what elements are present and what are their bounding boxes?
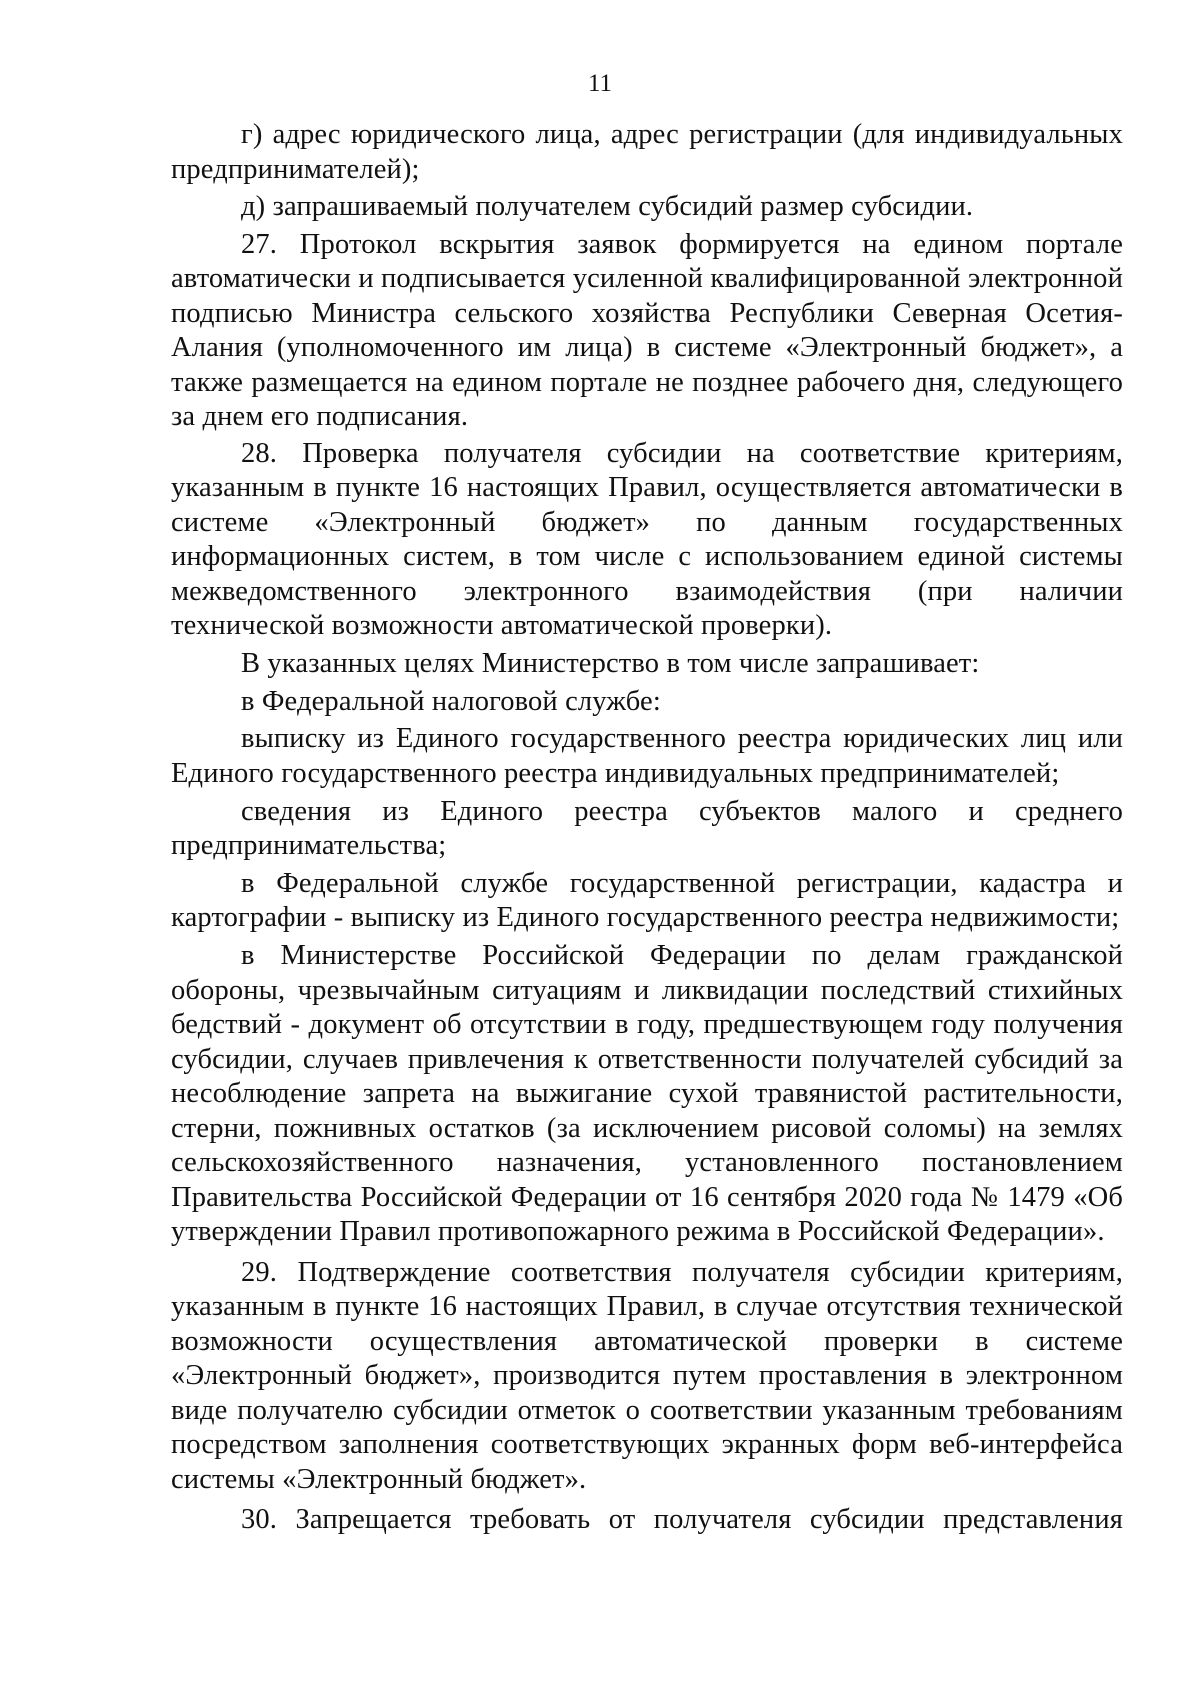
paragraph-29: 29. Подтверждение соответствия получателя субсидии критериям, указанным в пункте 16 настоящих Правил, в случае отсутствия технической возможности осуществления автоматической проверки в системе «Электронный бюджет», производится путем проставления в электронном виде получателю субсидии отметок о соответствии указанным требованиям посредством заполнения соответствующих экранных форм веб-интерфейса системы «Электронный бюджет». xyxy=(171,1256,1123,1495)
paragraph-egrul-extract: выписку из Единого государственного реестра юридических лиц или Единого государственного реестра индивидуальных предпринимателей; xyxy=(171,723,1123,789)
paragraph-item-d: д) запрашиваемый получателем субсидий размер субсидии. xyxy=(241,191,974,223)
paragraph-tax-service: в Федеральной налоговой службе: xyxy=(241,685,661,717)
paragraph-requests-intro: В указанных целях Министерство в том числе запрашивает: xyxy=(241,648,980,680)
paragraph-28: 28. Проверка получателя субсидии на соответствие критериям, указанным в пункте 16 настоящих Правил, осуществляется автоматически в системе «Электронный бюджет» по данным государственных информационных систем, в том числе с использованием единой системы межведомственного электронного взаимодействия (при наличии технической возможности автоматической проверки). xyxy=(171,437,1123,642)
paragraph-sme-registry: сведения из Единого реестра субъектов малого и среднего предпринимательства; xyxy=(171,795,1123,862)
paragraph-emercom: в Министерстве Российской Федерации по делам гражданской обороны, чрезвычайным ситуациям и ликвидации последствий стихийных бедствий - документ об отсутствии в году, предшествующем году получения субсидии, случаев привлечения к ответственности получателей субсидий за несоблюдение запрета на выжигание сухой травянистой растительности, стерни, пожнивных остатков (за исключением рисовой соломы) на землях сельскохозяйственного назначения, установленного постановлением Правительства Российской Федерации от 16 сентября 2020 года № 1479 «Об утверждении Правил противопожарного режима в Российской Федерации». xyxy=(171,940,1123,1247)
paragraph-30: 30. Запрещается требовать от получателя субсидии представления xyxy=(241,1504,1123,1535)
page-number: 11 xyxy=(587,70,613,97)
paragraph-27: 27. Протокол вскрытия заявок формируется на едином портале автоматически и подписывается усиленной квалифицированной электронной подписью Министра сельского хозяйства Республики Северная Осетия-Алания (уполномоченного им лица) в системе «Электронный бюджет», а также размещается на едином портале не позднее рабочего дня, следующего за днем его подписания. xyxy=(171,228,1123,433)
document-body xyxy=(171,118,1123,1541)
paragraph-item-g: г) адрес юридического лица, адрес регистрации (для индивидуальных предпринимателей); xyxy=(171,119,1123,185)
paragraph-rosreestr: в Федеральной службе государственной регистрации, кадастра и картографии - выписку из Единого государственного реестра недвижимости; xyxy=(171,867,1123,934)
